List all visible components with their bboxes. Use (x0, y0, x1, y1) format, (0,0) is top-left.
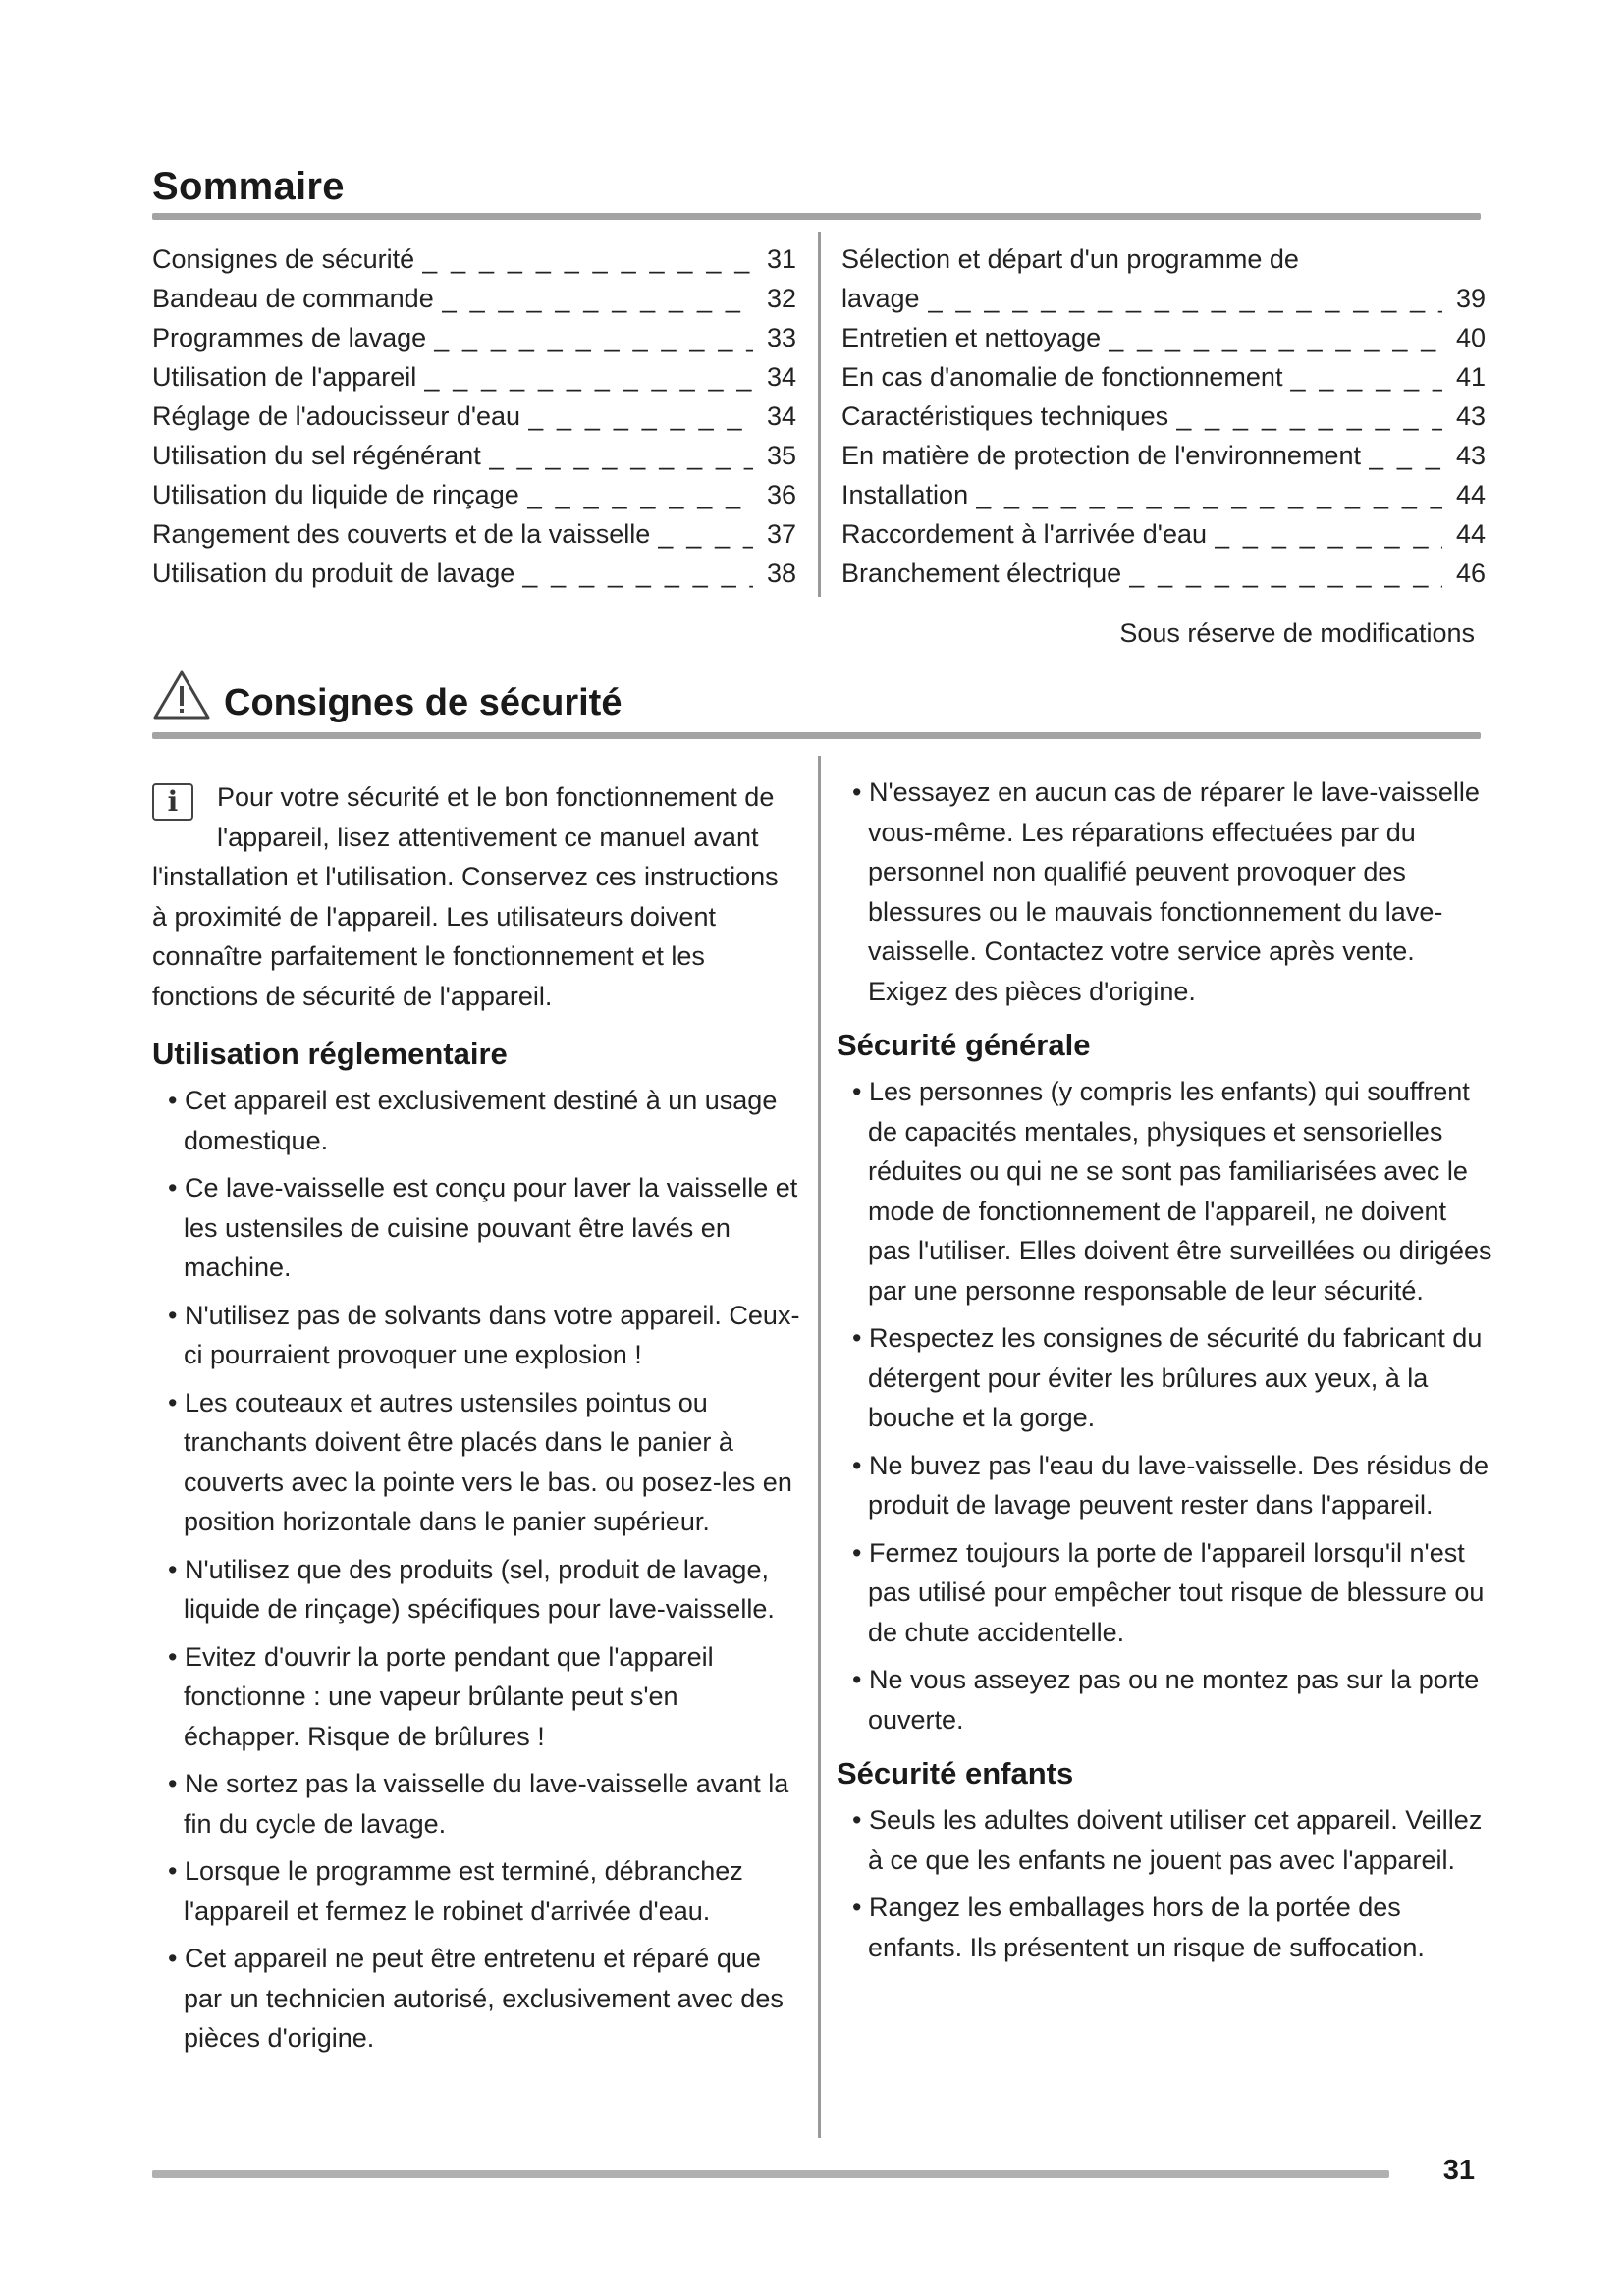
toc-item-page: 37 (766, 519, 796, 549)
intro-first-lines: Pour votre sécurité et le bon fonctionnement de l'appareil, lisez attentivement ce manuel avant (217, 782, 775, 852)
toc-item-label: En cas d'anomalie de fonctionnement (841, 362, 1283, 392)
toc-column-divider (818, 232, 821, 597)
toc-item[interactable] (841, 279, 1486, 318)
toc-item-page: 36 (766, 480, 796, 509)
info-icon: i (152, 783, 193, 821)
toc-item-label: Caractéristiques techniques (841, 401, 1169, 431)
warning-triangle-icon (152, 669, 211, 721)
toc-item[interactable] (152, 397, 796, 436)
toc-item-page: 41 (1455, 362, 1486, 392)
usage-item: • Ne sortez pas la vaisselle du lave-vaisselle avant la fin du cycle de lavage. (152, 1764, 800, 1843)
toc-leader (424, 357, 753, 397)
footer-rule (152, 2170, 1389, 2178)
toc-item-label: Bandeau de commande (152, 284, 434, 313)
toc-leader (522, 554, 753, 593)
toc-left-column (152, 240, 796, 593)
modification-note: Sous réserve de modifications (1119, 618, 1475, 648)
toc-leader (1109, 318, 1442, 357)
toc-item-page: 34 (766, 362, 796, 392)
toc-item-label: Installation (841, 480, 969, 509)
toc-leader (434, 318, 753, 357)
toc-item[interactable] (152, 357, 796, 397)
safety-title: Consignes de sécurité (224, 682, 623, 723)
toc-item-label: Sélection et départ d'un programme de (841, 244, 1299, 274)
general-safety-item: • Ne buvez pas l'eau du lave-vaisselle. Des résidus de produit de lavage peuvent rester dans l'appareil. (837, 1446, 1494, 1525)
toc-item-label: Rangement des couverts et de la vaisselle (152, 519, 651, 549)
toc-item-label: Consignes de sécurité (152, 244, 415, 274)
toc-title-rule (152, 213, 1481, 220)
toc-item[interactable] (152, 554, 796, 593)
page-number: 31 (1442, 2155, 1475, 2186)
toc-item[interactable] (841, 318, 1486, 357)
safety-column-divider (818, 756, 821, 2138)
toc-item-page: 43 (1455, 401, 1486, 431)
usage-item: • Cet appareil est exclusivement destiné à un usage domestique. (152, 1081, 800, 1160)
children-heading: Sécurité enfants (837, 1756, 1074, 1790)
toc-item-label: Réglage de l'adoucisseur d'eau (152, 401, 521, 431)
toc-item-page: 44 (1455, 480, 1486, 509)
general-list (837, 1072, 1494, 1739)
toc-item[interactable] (152, 318, 796, 357)
child-safety-item: • Rangez les emballages hors de la portée des enfants. Ils présentent un risque de suffocation. (837, 1888, 1494, 1967)
toc-item[interactable] (152, 436, 796, 475)
toc-leader (1290, 357, 1442, 397)
toc-leader (1129, 554, 1442, 593)
toc-right-column (841, 240, 1486, 593)
toc-item-page: 31 (766, 244, 796, 274)
usage-item: • Cet appareil ne peut être entretenu et réparé que par un technicien autorisé, exclusivement avec des pièces d'origine. (152, 1939, 800, 2058)
safety-title-rule (152, 732, 1481, 739)
child-safety-item: • Seuls les adultes doivent utiliser cet appareil. Veillez à ce que les enfants ne jouent pas avec l'appareil. (837, 1800, 1494, 1880)
toc-item[interactable] (152, 279, 796, 318)
general-safety-item: • Respectez les consignes de sécurité du fabricant du détergent pour éviter les brûlures aux yeux, à la bouche et la gorge. (837, 1318, 1494, 1438)
toc-item[interactable] (841, 436, 1486, 475)
toc-item-label: lavage (841, 284, 920, 313)
toc-item[interactable] (841, 397, 1486, 436)
toc-item-page: 40 (1455, 323, 1486, 352)
usage-item: • Lorsque le programme est terminé, débranchez l'appareil et fermez le robinet d'arrivée d'eau. (152, 1851, 800, 1931)
toc-leader (489, 436, 753, 475)
toc-item[interactable] (841, 357, 1486, 397)
toc-leader (442, 279, 753, 318)
toc-item-label: Utilisation de l'appareil (152, 362, 417, 392)
toc-item-page: 38 (766, 559, 796, 588)
toc-item-page: 43 (1455, 441, 1486, 470)
safety-left-column (152, 777, 800, 2066)
toc-item[interactable] (841, 514, 1486, 554)
toc-item-label: Utilisation du liquide de rinçage (152, 480, 519, 509)
toc-item[interactable] (152, 514, 796, 554)
toc-leader (928, 279, 1442, 318)
toc-item-label: En matière de protection de l'environnement (841, 441, 1361, 470)
toc-item-page: 46 (1455, 559, 1486, 588)
repair-item: • N'essayez en aucun cas de réparer le lave-vaisselle vous-même. Les réparations effectuées par du personnel non qualifié peuvent provoquer des blessures ou le mauvais fonctionnement du lave-vaisselle. Contactez votre service après vente. Exigez des pièces d'origine. (837, 773, 1494, 1011)
intro-rest: l'installation et l'utilisation. Conservez ces instructions à proximité de l'appareil. Les utilisateurs doivent connaître parfaitement le fonctionnement et les fonctions de sécurité de l'appareil. (152, 862, 779, 1011)
toc-leader (528, 397, 753, 436)
toc-title: Sommaire (152, 165, 345, 208)
toc-leader (527, 475, 753, 514)
usage-list (152, 1081, 800, 2058)
general-safety-item: • Fermez toujours la porte de l'appareil lorsqu'il n'est pas utilisé pour empêcher tout risque de blessure ou de chute accidentelle. (837, 1533, 1494, 1653)
toc-item-page: 35 (766, 441, 796, 470)
toc-item-label: Branchement électrique (841, 559, 1122, 588)
usage-heading: Utilisation réglementaire (152, 1037, 508, 1071)
toc-leader (1215, 514, 1442, 554)
toc-leader (422, 240, 753, 279)
toc-item-wrap-line[interactable] (841, 240, 1486, 279)
toc-item[interactable] (152, 240, 796, 279)
toc-leader (1369, 436, 1442, 475)
toc-item[interactable] (152, 475, 796, 514)
toc-item-label: Raccordement à l'arrivée d'eau (841, 519, 1208, 549)
toc-item-label: Programmes de lavage (152, 323, 427, 352)
general-safety-item: • Les personnes (y compris les enfants) qui souffrent de capacités mentales, physiques et sensorielles réduites ou qui ne se sont pas familiarisées avec le mode de fonctionnement de l'appareil, ne doivent pas l'utiliser. Elles doivent être surveillées ou dirigées par une personne responsable de leur sécurité. (837, 1072, 1494, 1310)
toc-item-page: 34 (766, 401, 796, 431)
toc-item-label: Utilisation du produit de lavage (152, 559, 515, 588)
toc-leader (976, 475, 1442, 514)
toc-leader (658, 514, 753, 554)
toc-item-page: 33 (766, 323, 796, 352)
toc-item[interactable] (841, 554, 1486, 593)
general-safety-item: • Ne vous asseyez pas ou ne montez pas sur la porte ouverte. (837, 1660, 1494, 1739)
usage-item: • Evitez d'ouvrir la porte pendant que l'appareil fonctionne : une vapeur brûlante peut s'en échapper. Risque de brûlures ! (152, 1637, 800, 1757)
usage-item: • N'utilisez que des produits (sel, produit de lavage, liquide de rinçage) spécifiques pour lave-vaisselle. (152, 1550, 800, 1629)
toc-item-page: 32 (766, 284, 796, 313)
toc-item-label: Entretien et nettoyage (841, 323, 1102, 352)
toc-item[interactable] (841, 475, 1486, 514)
usage-item: • Ce lave-vaisselle est conçu pour laver la vaisselle et les ustensiles de cuisine pouvant être lavés en machine. (152, 1168, 800, 1288)
toc-item-label: Utilisation du sel régénérant (152, 441, 481, 470)
safety-right-column (837, 773, 1494, 1975)
children-list (837, 1800, 1494, 1967)
toc-leader (1176, 397, 1442, 436)
general-heading: Sécurité générale (837, 1028, 1091, 1062)
toc-item-page: 44 (1455, 519, 1486, 549)
usage-item: • Les couteaux et autres ustensiles pointus ou tranchants doivent être placés dans le panier à couverts avec la pointe vers le bas. ou posez-les en position horizontale dans le panier supérieur. (152, 1383, 800, 1542)
toc-item-page: 39 (1455, 284, 1486, 313)
usage-item: • N'utilisez pas de solvants dans votre appareil. Ceux-ci pourraient provoquer une explosion ! (152, 1296, 800, 1375)
safety-intro (152, 777, 800, 1016)
